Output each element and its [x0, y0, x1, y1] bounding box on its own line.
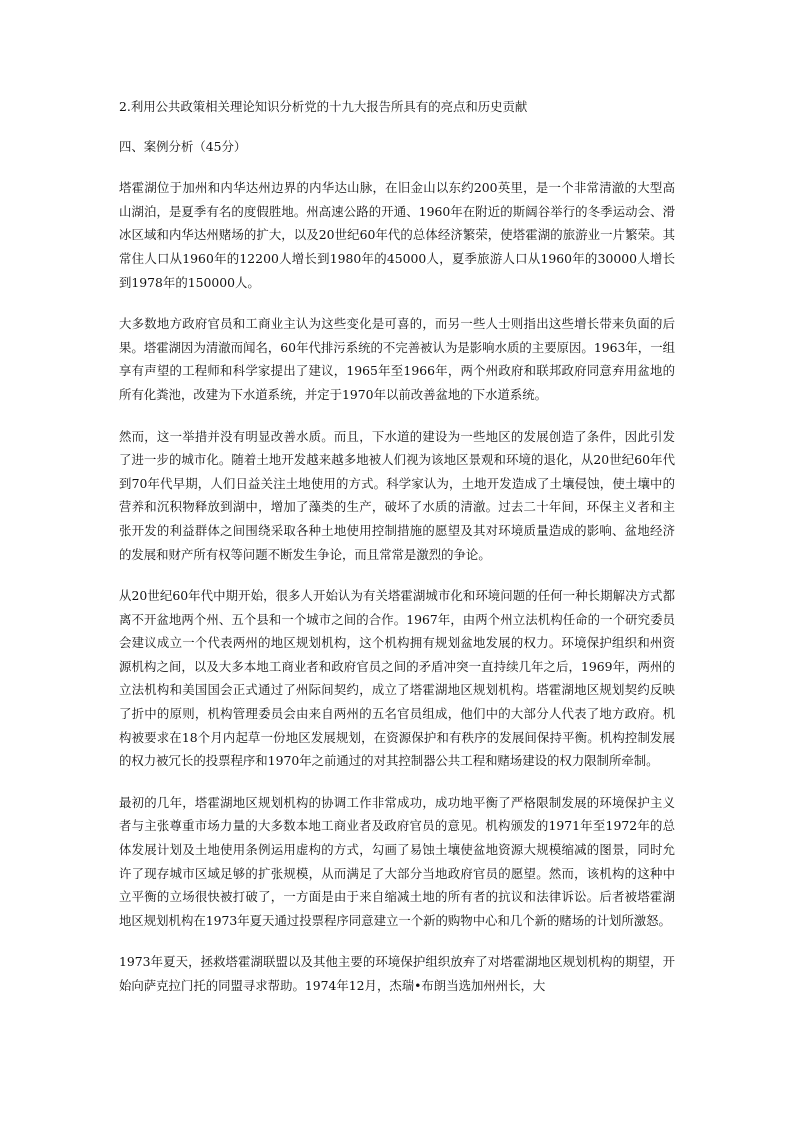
paragraph-3: 然而，这一举措并没有明显改善水质。而且，下水道的建设为一些地区的发展创造了条件，因此引发了进一步的城市化。随着土地开发越来越多地被人们视为该地区景观和环境的退化，从20世纪60年代到70年代早期，人们日益关注土地使用的方式。科学家认为，土地开发造成了土壤侵蚀，使土壤中的营养和沉积物释放到湖中，增加了藻类的生产，破坏了水质的清澈。过去二十年间，环保主义者和主张开发的利益群体之间围绕采取各种土地使用控制措施的愿望及其对环境质量造成的影响、盆地经济的发展和财产所有权等问题不断发生争论，而且常常是激烈的争论。 — [119, 428, 675, 562]
section-heading: 四、案例分析（45分） — [119, 138, 247, 154]
paragraph-4: 从20世纪60年代中期开始，很多人开始认为有关塔霍湖城市化和环境问题的任何一种长期解决方式都离不开盆地两个州、五个县和一个城市之间的合作。1967年，由两个州立法机构任命的一个研究委员会建议成立一个代表两州的地区规划机构，这个机构拥有规划盆地发展的权力。环境保护组织和州资源机构之间，以及大多本地工商业者和政府官员之间的矛盾冲突一直持续几年之后，1969年，两州的立法机构和美国国会正式通过了州际间契约，成立了塔霍湖地区规划机构。塔霍湖地区规划契约反映了折中的原则，机构管理委员会由来自两州的五名官员组成，他们中的大部分人代表了地方政府。机构被要求在18个月内起草一份地区发展规划，在资源保护和有秩序的发展间保持平衡。机构控制发展的权力被冗长的投票程序和1970年之前通过的对其控制器公共工程和赌场建设的权力限制所牵制。 — [119, 588, 675, 769]
document-page — [119, 95, 675, 998]
paragraph-2: 大多数地方政府官员和工商业主认为这些变化是可喜的，而另一些人士则指出这些增长带来负面的后果。塔霍湖因为清澈而闻名，60年代排污系统的不完善被认为是影响水质的主要原因。1963年，一组享有声望的工程师和科学家提出了建议，1965年至1966年，两个州政府和联邦政府同意弃用盆地的所有化粪池，改建为下水道系统，并定于1970年以前改善盆地的下水道系统。 — [119, 316, 675, 402]
paragraph-6: 1973年夏天，拯救塔霍湖联盟以及其他主要的环境保护组织放弃了对塔霍湖地区规划机构的期望，开始向萨克拉门托的同盟寻求帮助。1974年12月，杰瑞•布朗当选加州州长，大 — [119, 954, 675, 993]
paragraph-1: 塔霍湖位于加州和内华达州边界的内华达山脉，在旧金山以东约200英里，是一个非常清澈的大型高山湖泊，是夏季有名的度假胜地。州高速公路的开通、1960年在附近的斯阔谷举行的冬季运动会、滑冰区域和内华达州赌场的扩大，以及20世纪60年代的总体经济繁荣，使塔霍湖的旅游业一片繁荣。其常住人口从1960年的12200人增长到1980年的45000人，夏季旅游人口从1960年的30000人增长到1978年的150000人。 — [119, 180, 675, 290]
paragraph-5: 最初的几年，塔霍湖地区规划机构的协调工作非常成功，成功地平衡了严格限制发展的环境保护主义者与主张尊重市场力量的大多数本地工商业者及政府官员的意见。机构颁发的1971年至1972年的总体发展计划及土地使用条例运用虚构的方式，勾画了易蚀土壤使盆地资源大规模缩减的图景，同时允许了现存城市区域足够的扩张规模，从而满足了大部分当地政府官员的愿望。然而，该机构的这种中立平衡的立场很快被打破了，一方面是由于来自缩减土地的所有者的抗议和法律诉讼。后者被塔霍湖地区规划机构在1973年夏天通过投票程序同意建立一个新的购物中心和几个新的赌场的计划所激怒。 — [119, 794, 675, 928]
question-heading: 2.利用公共政策相关理论知识分析党的十九大报告所具有的亮点和历史贡献 — [119, 99, 528, 114]
